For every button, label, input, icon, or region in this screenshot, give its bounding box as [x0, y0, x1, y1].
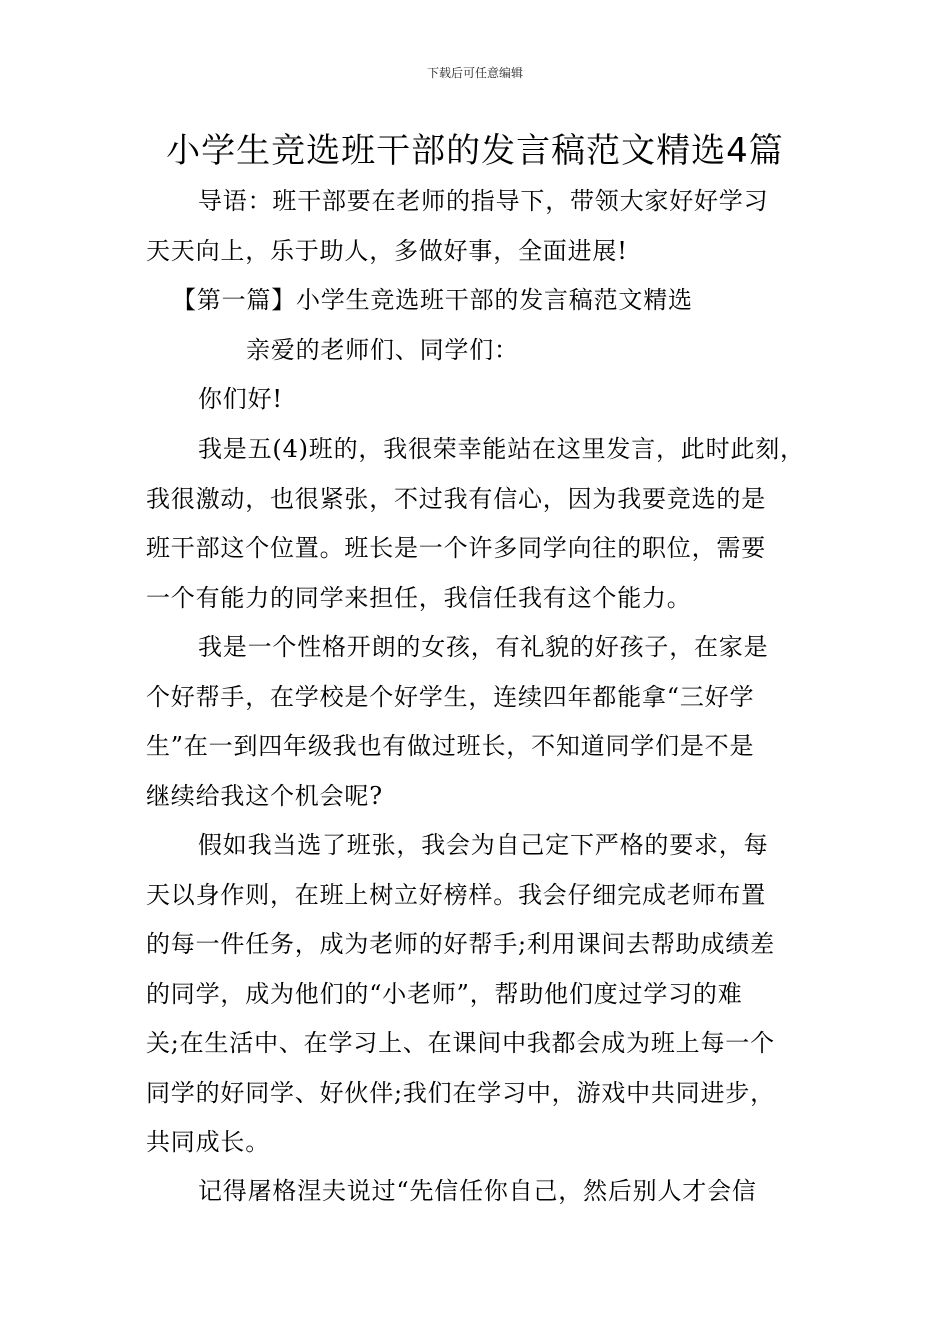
- lead-line-1: 导语：班干部要在老师的指导下，带领大家好好学习: [198, 187, 769, 215]
- paragraph-line: 共同成长。: [146, 1128, 270, 1156]
- paragraph-line: 天以身作则，在班上树立好榜样。我会仔细完成老师布置: [146, 880, 766, 909]
- salutation-block: [146, 326, 811, 376]
- salutation: 亲爱的老师们、同学们：: [246, 336, 519, 364]
- paragraph-line: 班干部这个位置。班长是一个许多同学向往的职位，需要: [146, 534, 766, 562]
- paragraph-line: 我很激动，也很紧张，不过我有信心，因为我要竞选的是: [146, 484, 766, 513]
- paragraph-line: 的同学，成为他们的“小老师”，帮助他们度过学习的难: [146, 979, 743, 1008]
- paragraph-line: 同学的好同学、好伙伴;我们在学习中，游戏中共同进步，: [146, 1078, 775, 1107]
- header-note: 下载后可任意编辑: [426, 66, 523, 80]
- greeting: 你们好!: [198, 385, 283, 413]
- paragraph-2: [146, 623, 811, 821]
- paragraph-3: [146, 821, 811, 1168]
- paragraph-line: 记得屠格涅夫说过“先信任你自己，然后别人才会信: [198, 1177, 757, 1205]
- paragraph-line: 个好帮手，在学校是个好学生，连续四年都能拿“三好学: [146, 682, 755, 711]
- paragraph-line: 我是一个性格开朗的女孩，有礼貌的好孩子，在家是: [198, 633, 769, 661]
- paragraph-line: 一个有能力的同学来担任，我信任我有这个能力。: [146, 583, 692, 612]
- paragraph-line: 继续给我这个机会呢?: [146, 781, 383, 810]
- paragraph-4: [146, 1167, 811, 1217]
- paragraph-1: [146, 425, 811, 623]
- paragraph-line: 生”在一到四年级我也有做过班长，不知道同学们是不是: [146, 732, 755, 760]
- paragraph-line: 关;在生活中、在学习上、在课间中我都会成为班上每一个: [146, 1029, 775, 1057]
- lead-line-2: 天天向上，乐于助人，多做好事，全面进展!: [146, 236, 628, 265]
- section-heading-block: [146, 276, 811, 326]
- paragraph-line: 我是五(4)班的，我很荣幸能站在这里发言，此时此刻，: [198, 435, 805, 463]
- section-heading: 【第一篇】小学生竞选班干部的发言稿范文精选: [172, 286, 693, 314]
- document-title: 小学生竞选班干部的发言稿范文精选4篇: [166, 131, 784, 171]
- paragraph-line: 的每一件任务，成为老师的好帮手;利用课间去帮助成绩差: [146, 930, 775, 958]
- lead-paragraph: [146, 177, 811, 276]
- greeting-block: [146, 375, 811, 425]
- paragraph-line: 假如我当选了班张，我会为自己定下严格的要求，每: [198, 831, 769, 859]
